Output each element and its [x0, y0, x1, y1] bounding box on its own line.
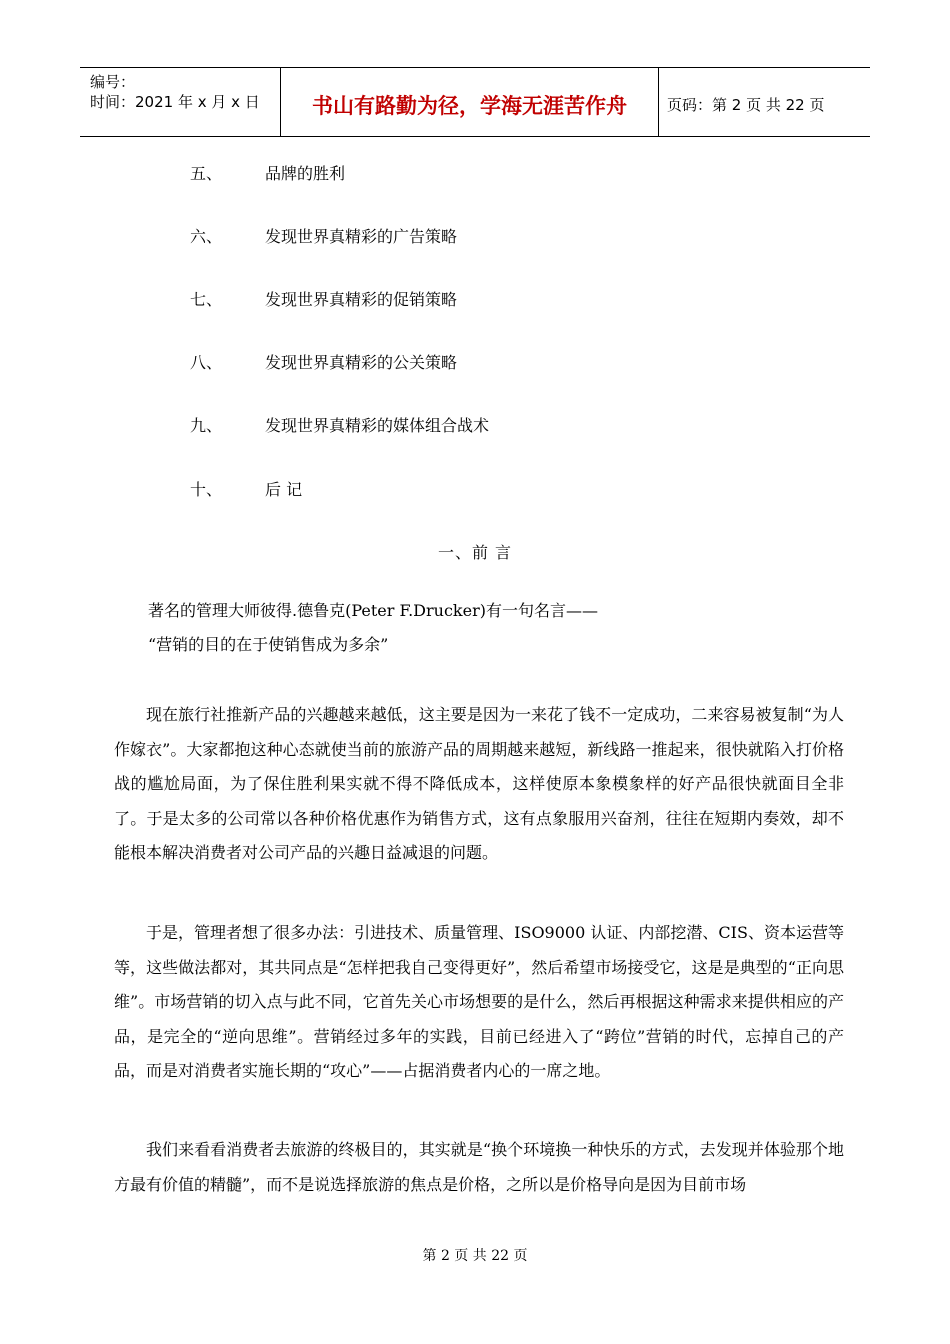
quote-line-1: 著名的管理大师彼得.德鲁克(Peter F.Drucker)有一句名言——	[148, 601, 598, 620]
quote-line-2: “营销的目的在于使销售成为多余”	[148, 635, 389, 654]
toc-text: 发现世界真精彩的公关策略	[265, 353, 458, 372]
toc-number: 五、	[190, 164, 223, 183]
page-header	[80, 67, 870, 137]
section-title: 一、前 言	[437, 543, 513, 562]
toc-text: 发现世界真精彩的促销策略	[265, 290, 458, 309]
body-paragraph: 于是，管理者想了很多办法：引进技术、质量管理、ISO9000 认证、内部挖潜、CIS、资本运营等等，这些做法都对，其共同点是“怎样把我自己变得更好”，然后希望市场接受它，这是是典型的“正向思维”。市场营销的切入点与此不同，它首先关心市场想要的是什么，然后再根据这种需求来提供相应的产品，是完全的“逆向思维”。营销经过多年的实践，目前已经进入了“跨位”营销的时代，忘掉自己的产品，而是对消费者实施长期的“攻心”——占据消费者内心的一席之地。	[114, 923, 844, 1080]
toc-number: 十、	[190, 480, 223, 499]
toc-text: 发现世界真精彩的广告策略	[265, 227, 458, 246]
body-paragraph: 现在旅行社推新产品的兴趣越来越低，这主要是因为一来花了钱不一定成功，二来容易被复制“为人作嫁衣”。大家都抱这种心态就使当前的旅游产品的周期越来越短，新线路一推起来，很快就陷入打价格战的尴尬局面，为了保住胜利果实就不得不降低成本，这样使原本象模象样的好产品很快就面目全非了。于是太多的公司常以各种价格优惠作为销售方式，这有点象服用兴奋剂，往往在短期内奏效，却不能根本解决消费者对公司产品的兴趣日益减退的问题。	[114, 705, 844, 862]
toc-number: 六、	[190, 227, 223, 246]
toc-number: 七、	[190, 290, 223, 309]
body-paragraph: 我们来看看消费者去旅游的终极目的，其实就是“换个环境换一种快乐的方式，去发现并体验那个地方最有价值的精髓”，而不是说选择旅游的焦点是价格，之所以是价格导向是因为目前市场	[114, 1140, 844, 1194]
page-footer: 第 2 页 共 22 页	[422, 1248, 528, 1264]
header-page-number: 页码：第 2 页 共 22 页	[667, 95, 825, 114]
toc-text: 发现世界真精彩的媒体组合战术	[265, 416, 490, 435]
toc-number: 九、	[190, 416, 223, 435]
header-code-label: 编号：	[90, 73, 136, 91]
toc-number: 八、	[190, 353, 223, 372]
header-info-cell	[80, 68, 281, 136]
toc-text: 后 记	[265, 480, 303, 499]
header-motto: 书山有路勤为径，学海无涯苦作舟	[281, 68, 659, 136]
toc-text: 品牌的胜利	[265, 164, 346, 183]
header-date-label: 时间：2021 年 x 月 x 日	[90, 93, 260, 111]
